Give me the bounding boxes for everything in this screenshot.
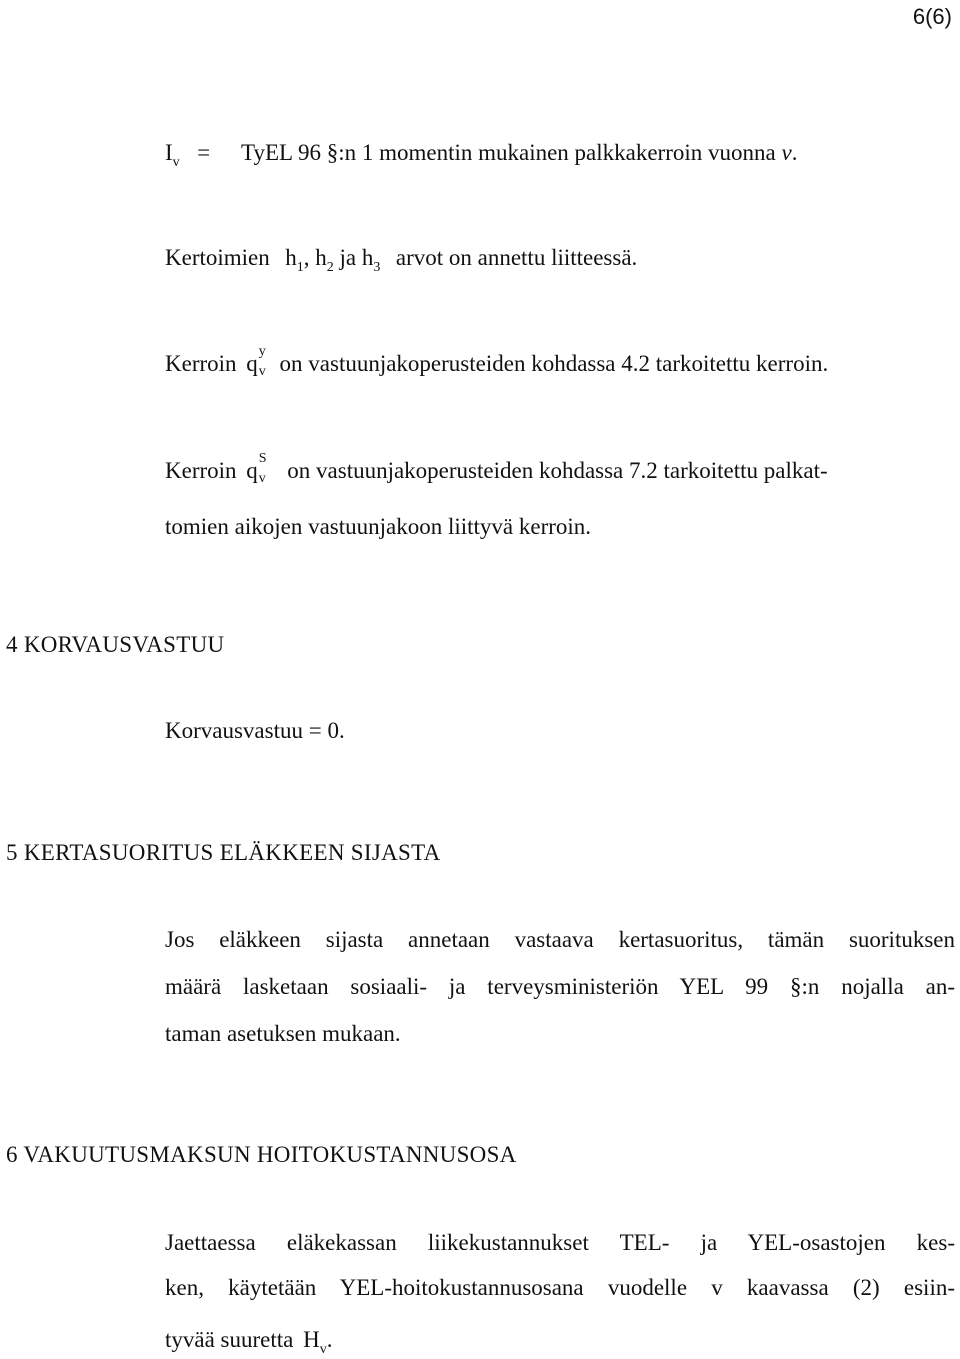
qvs-line	[165, 451, 828, 486]
coeffs-post: arvot on annettu liitteessä.	[395, 245, 638, 270]
qvs-subscript: v	[258, 471, 266, 486]
section-4-heading: 4 KORVAUSVASTUU	[6, 632, 225, 657]
section-5-line-1: Jos eläkkeen sijasta annetaan vastaava kertasuoritus, tämän suorituksen	[165, 927, 955, 952]
subscript-v: v	[172, 155, 180, 170]
qvs-post: on vastuunjakoperusteiden kohdassa 7.2 tarkoitettu palkat-	[287, 458, 828, 483]
symbol-I: I	[165, 140, 173, 165]
ja-word: ja	[339, 245, 357, 270]
h3-sub: 3	[373, 260, 381, 275]
q-symbol: q	[246, 351, 258, 376]
definition-Iv	[165, 138, 210, 172]
qvy-subscript: v	[258, 364, 266, 379]
section-6-line-1: Jaettaessa eläkekassan liikekustannukset TEL- ja YEL-osastojen kes-	[165, 1230, 955, 1255]
qvy-line	[165, 344, 829, 379]
section-5-heading: 5 KERTASUORITUS ELÄKKEEN SIJASTA	[6, 840, 441, 865]
coeffs-pre: Kertoimien	[165, 245, 270, 270]
q-symbol: q	[246, 458, 258, 483]
equals-sign: =	[197, 140, 211, 165]
section-5-line-3: taman asetuksen mukaan.	[165, 1021, 401, 1046]
definition-text: TyEL 96 §:n 1 momentin mukainen palkkakerroin vuonna	[241, 140, 782, 165]
page-number: 6(6)	[912, 4, 952, 29]
italic-v: v	[781, 140, 792, 165]
qvy-pre: Kerroin	[165, 351, 237, 376]
section-4-body: Korvausvastuu = 0.	[165, 718, 345, 743]
definition-Iv-text	[241, 138, 797, 168]
h1: h	[285, 245, 297, 270]
h3: h	[361, 245, 374, 270]
qvs-line2: tomien aikojen vastuunjakoon liittyvä kerroin.	[165, 514, 592, 539]
section-5-line-2: määrä lasketaan sosiaali- ja terveysministeriön YEL 99 §:n nojalla an-	[165, 974, 955, 999]
qvs-pre: Kerroin	[165, 458, 237, 483]
qvs-superscript: S	[258, 451, 267, 466]
H-subscript: v	[319, 1342, 327, 1357]
h1-sub: 1	[296, 260, 304, 275]
section-6-last-pre: tyvää suuretta	[165, 1327, 294, 1352]
qvy-superscript: y	[258, 344, 266, 359]
H-symbol: H	[303, 1327, 320, 1352]
coefficients-line	[165, 243, 637, 277]
qvy-post: on vastuunjakoperusteiden kohdassa 4.2 tarkoitettu kerroin.	[279, 351, 829, 376]
section-6-heading: 6 VAKUUTUSMAKSUN HOITOKUSTANNUSOSA	[6, 1142, 517, 1167]
comma: ,	[303, 245, 310, 270]
section-6-line-3	[165, 1325, 333, 1359]
h2: h	[315, 245, 327, 270]
final-period: .	[326, 1327, 333, 1352]
period: .	[791, 140, 798, 165]
h2-sub: 2	[326, 260, 334, 275]
section-6-line-2: ken, käytetään YEL-hoitokustannusosana vuodelle v kaavassa (2) esiin-	[165, 1275, 955, 1300]
